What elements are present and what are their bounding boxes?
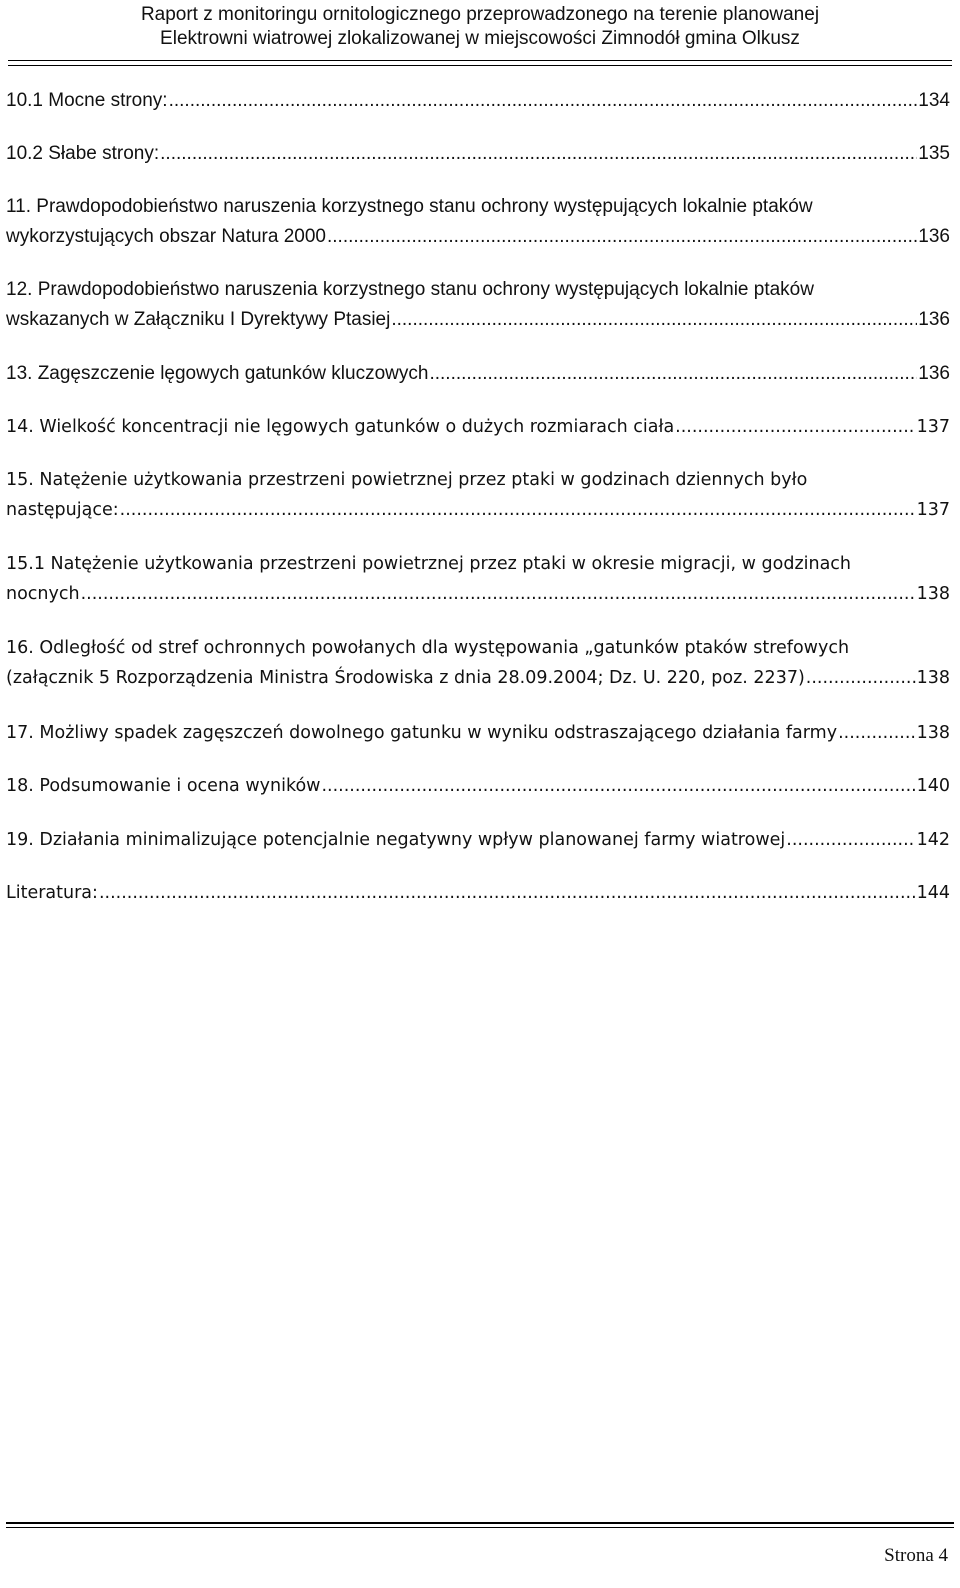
toc-entry-15[interactable] [6, 465, 950, 525]
toc-entry-title: wskazanych w Załączniku I Dyrektywy Ptasiej [6, 309, 391, 330]
toc-entry-title-line-1: 15.1 Natężenie użytkowania przestrzeni powietrznej przez ptaki w okresie migracji, w godzinach [6, 554, 852, 574]
toc-entry-title: 19. Działania minimalizujące potencjalnie negatywny wpływ planowanej farmy wiatrowej [6, 830, 786, 850]
page-header [0, 0, 960, 51]
header-divider [8, 60, 952, 66]
toc-entry-title: 13. Zagęszczenie lęgowych gatunków kluczowych [6, 363, 429, 384]
toc-entry-page: 136 [918, 309, 950, 330]
header-title-line-2: Elektrowni wiatrowej zlokalizowanej w miejscowości Zimnodół gmina Olkusz [160, 28, 800, 49]
dot-leader [99, 878, 916, 908]
dot-leader [806, 663, 916, 693]
dot-leader [786, 825, 915, 855]
toc-entry-page: 140 [916, 776, 950, 796]
toc-entry-title: 18. Podsumowanie i ocena wyników [6, 776, 321, 796]
toc-entry-page: 142 [916, 830, 950, 850]
dot-leader [429, 359, 917, 389]
toc-entry-19[interactable] [6, 825, 950, 855]
toc-entry-page: 138 [916, 723, 950, 743]
toc-entry-17[interactable] [6, 718, 950, 748]
page-number: Strona 4 [884, 1545, 948, 1566]
toc-entry-page: 144 [916, 883, 950, 903]
toc-entry-18[interactable] [6, 771, 950, 801]
toc-entry-page: 137 [916, 417, 950, 437]
toc-entry-page: 136 [918, 363, 950, 384]
footer-divider [6, 1522, 954, 1528]
dot-leader [838, 718, 916, 748]
toc-entry-title: Literatura: [6, 883, 98, 903]
toc-entry-title: wykorzystujących obszar Natura 2000 [6, 226, 326, 247]
dot-leader [327, 222, 917, 252]
toc-entry-title-line-1: 16. Odległość od stref ochronnych powołanych dla występowania „gatunków ptaków strefowych [6, 638, 850, 658]
toc-entry-title: 10.1 Mocne strony: [6, 90, 168, 111]
dot-leader [675, 412, 915, 442]
toc-entry-page: 138 [916, 668, 950, 688]
toc-entry-title: 10.2 Słabe strony: [6, 143, 160, 164]
toc-entry-13[interactable] [6, 359, 950, 389]
dot-leader [160, 139, 917, 169]
toc-entry-title: następujące: [6, 500, 119, 520]
toc-entry-title: 14. Wielkość koncentracji nie lęgowych gatunków o dużych rozmiarach ciała [6, 417, 675, 437]
toc-entry-page: 134 [918, 90, 950, 111]
toc-entry-title: 17. Możliwy spadek zagęszczeń dowolnego gatunku w wyniku odstraszającego działania farmy [6, 723, 838, 743]
toc-entry-page: 137 [916, 500, 950, 520]
toc-entry-page: 138 [916, 584, 950, 604]
toc-entry-16[interactable] [6, 633, 950, 693]
toc-entry-title: (załącznik 5 Rozporządzenia Ministra Środowiska z dnia 28.09.2004; Dz. U. 220, poz. 2237) [6, 668, 805, 688]
toc-entry-title-line-1: 12. Prawdopodobieństwo naruszenia korzystnego stanu ochrony występujących lokalnie ptaków [6, 279, 814, 300]
dot-leader [120, 495, 916, 525]
toc-entry-10-2[interactable] [6, 139, 950, 169]
toc-entry-11[interactable] [6, 192, 950, 252]
toc-entry-page: 136 [918, 226, 950, 247]
toc-entry-title-line-1: 11. Prawdopodobieństwo naruszenia korzystnego stanu ochrony występujących lokalnie ptaków [6, 196, 813, 217]
dot-leader [81, 579, 916, 609]
toc-entry-title: nocnych [6, 584, 80, 604]
toc-entry-12[interactable] [6, 275, 950, 335]
toc-entry-14[interactable] [6, 412, 950, 442]
toc-entry-15-1[interactable] [6, 549, 950, 609]
dot-leader [169, 86, 918, 116]
toc-entry-title-line-1: 15. Natężenie użytkowania przestrzeni powietrznej przez ptaki w godzinach dziennych było [6, 470, 808, 490]
toc-entry-page: 135 [918, 143, 950, 164]
dot-leader [321, 771, 915, 801]
toc-entry-literatura[interactable] [6, 878, 950, 908]
header-title-line-1: Raport z monitoringu ornitologicznego przeprowadzonego na terenie planowanej [140, 4, 820, 25]
toc-entry-10-1[interactable] [6, 86, 950, 116]
dot-leader [391, 305, 917, 335]
